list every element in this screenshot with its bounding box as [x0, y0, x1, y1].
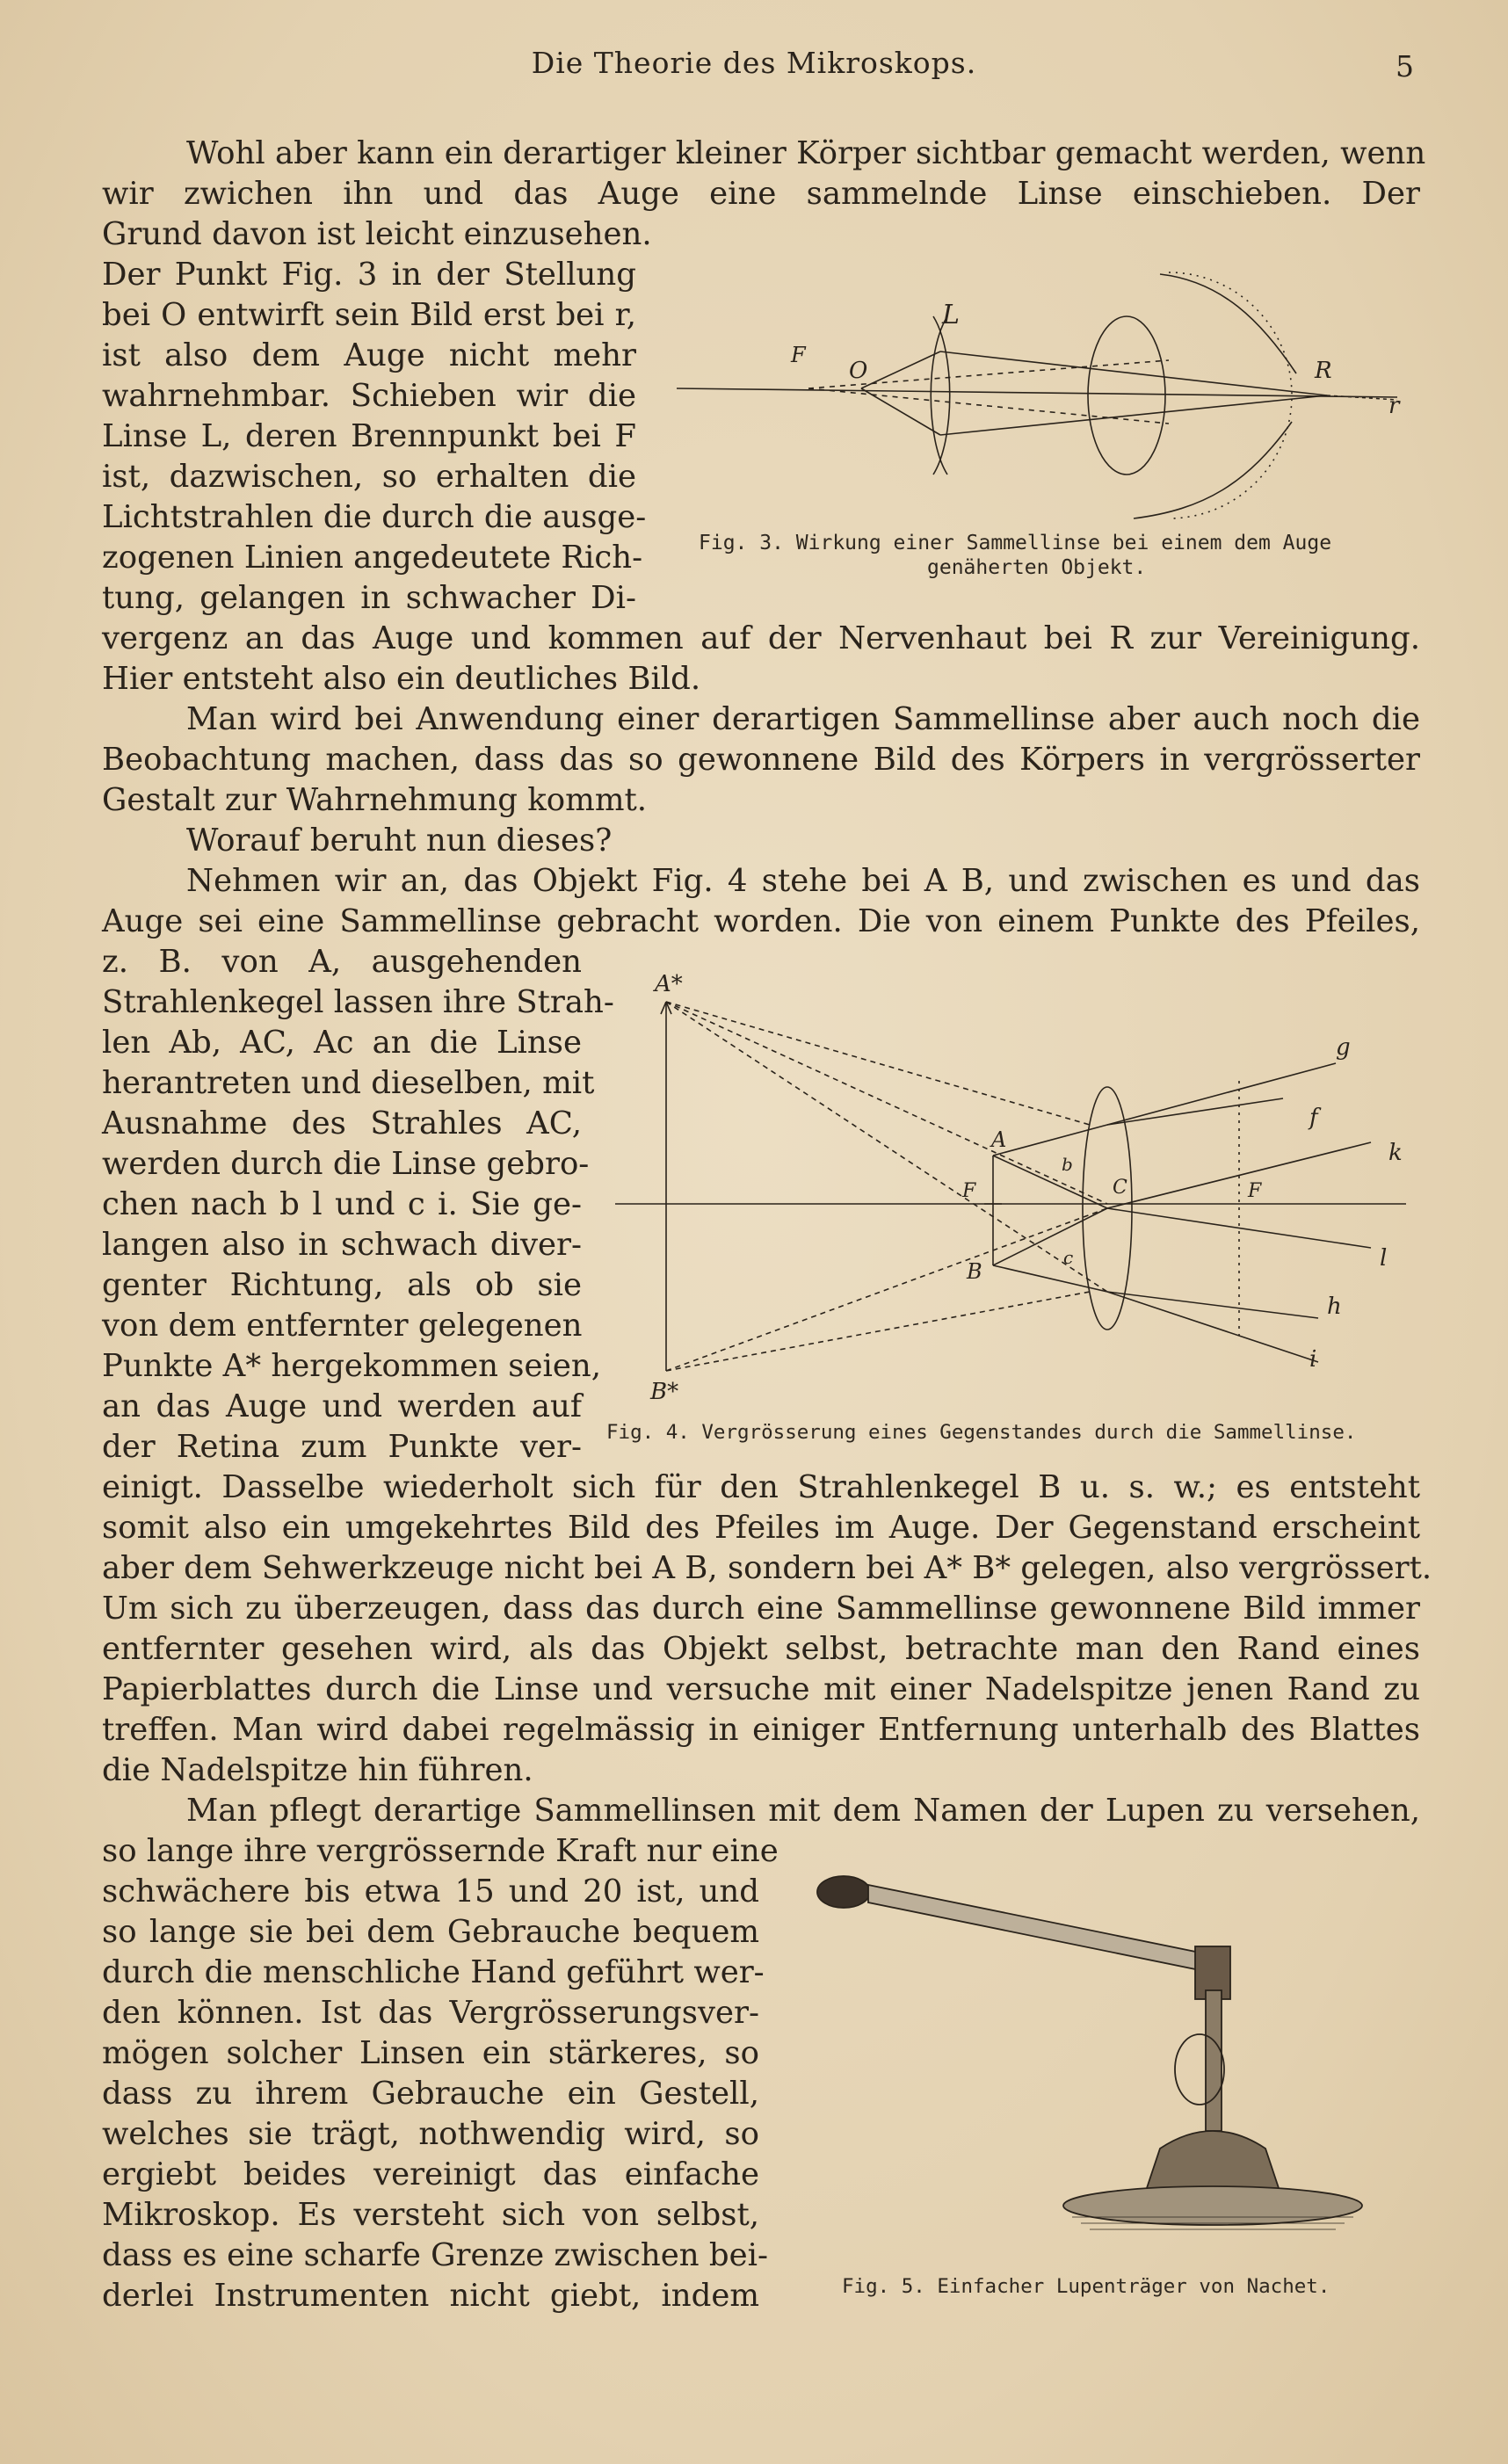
- text-line: wir zwichen ihn und das Auge eine sammelnde Linse einschieben. Der: [102, 176, 1420, 212]
- text-line: Ausnahme des Strahles AC,: [102, 1105, 582, 1141]
- paragraph-4-narrow: [102, 942, 614, 1468]
- label-l: l: [1380, 1245, 1388, 1272]
- text-line: Worauf beruht nun dieses?: [186, 823, 613, 859]
- label-O: O: [849, 358, 868, 384]
- text-line: Hier entsteht also ein deutliches Bild.: [102, 661, 701, 697]
- caption-line: genäherten Objekt.: [927, 556, 1147, 579]
- label-C: C: [1113, 1177, 1127, 1199]
- text-line: ist also dem Auge nicht mehr: [102, 337, 636, 373]
- text-line: Man pflegt derartige Sammellinsen mit dem Namen der Lupen zu versehen,: [186, 1793, 1420, 1829]
- text-line: Beobachtung machen, dass das so gewonnene Bild des Körpers in vergrösserter: [102, 742, 1420, 778]
- magnifier-lens: [817, 1876, 870, 1908]
- figure-3-diagram: [677, 255, 1415, 536]
- text-line: Man wird bei Anwendung einer derartigen Sammellinse aber auch noch die: [186, 701, 1420, 737]
- label-b: b: [1062, 1154, 1073, 1175]
- text-line: ergiebt beides vereinigt das einfache: [102, 2156, 759, 2192]
- text-line: genter Richtung, als ob sie: [102, 1267, 582, 1303]
- text-line: die Nadelspitze hin führen.: [102, 1752, 533, 1788]
- text-line: Punkte A* hergekommen seien,: [102, 1348, 602, 1384]
- text-line: dass es eine scharfe Grenze zwischen bei-: [102, 2237, 769, 2273]
- label-A-star: A*: [655, 971, 683, 997]
- figure-4-diagram: [615, 967, 1415, 1424]
- eye-lens: [1088, 316, 1165, 475]
- text-line: wahrnehmbar. Schieben wir die: [102, 378, 636, 414]
- text-line: zogenen Linien angedeutete Rich-: [102, 540, 643, 576]
- text-line: den können. Ist das Vergrösserungsver-: [102, 1995, 759, 2031]
- text-line: aber dem Sehwerkzeuge nicht bei A B, sondern bei A* B* gelegen, also vergrössert.: [102, 1550, 1432, 1586]
- text-line: mögen solcher Linsen ein stärkeres, so: [102, 2035, 759, 2071]
- base-plate: [1063, 2186, 1362, 2225]
- text-line: derlei Instrumenten nicht giebt, indem: [102, 2278, 759, 2314]
- paragraph-1-full: [102, 134, 1426, 255]
- text-line: Um sich zu überzeugen, dass das durch eine Sammellinse gewonnene Bild immer: [102, 1591, 1420, 1627]
- figure-5-illustration: [808, 1850, 1415, 2263]
- text-line: entfernter gesehen wird, als das Objekt selbst, betrachte man den Rand eines: [102, 1631, 1420, 1667]
- text-line: Wohl aber kann ein derartiger kleiner Körper sichtbar gemacht werden, wenn: [186, 135, 1426, 171]
- text-line: Nehmen wir an, das Objekt Fig. 4 stehe bei A B, und zwischen es und das: [186, 863, 1420, 899]
- eye-curve: [1134, 422, 1292, 518]
- text-line: vergenz an das Auge und kommen auf der Nervenhaut bei R zur Vereinigung.: [102, 620, 1420, 656]
- paragraph-1-narrow: [102, 255, 647, 619]
- caption-line: Fig. 3. Wirkung einer Sammellinse bei einem dem Auge: [699, 532, 1332, 554]
- label-B-star: B*: [650, 1379, 679, 1405]
- label-f: f: [1309, 1105, 1318, 1131]
- text-line: der Retina zum Punkte ver-: [102, 1429, 582, 1465]
- label-A: A: [991, 1127, 1007, 1152]
- text-line: z. B. von A, ausgehenden: [102, 944, 582, 980]
- text-line: langen also in schwach diver-: [102, 1227, 582, 1263]
- label-B: B: [967, 1259, 982, 1284]
- text-line: chen nach b l und c i. Sie ge-: [102, 1186, 582, 1222]
- text-line: Mikroskop. Es versteht sich von selbst,: [102, 2197, 759, 2233]
- text-line: ist, dazwischen, so erhalten die: [102, 459, 636, 495]
- paragraph-5-narrow: [102, 1831, 779, 2316]
- label-L: L: [942, 300, 960, 330]
- text-line: Auge sei eine Sammellinse gebracht worden. Die von einem Punkte des Pfeiles,: [102, 903, 1420, 939]
- text-line: Grund davon ist leicht einzusehen.: [102, 216, 652, 252]
- page-number: 5: [1396, 49, 1414, 83]
- label-g: g: [1336, 1034, 1351, 1061]
- eye-curve: [1160, 274, 1296, 373]
- text-line: bei O entwirft sein Bild erst bei r,: [102, 297, 636, 333]
- text-line: tung, gelangen in schwacher Di-: [102, 580, 636, 616]
- text-line: Der Punkt Fig. 3 in der Stellung: [102, 257, 636, 293]
- text-line: len Ab, AC, Ac an die Linse: [102, 1025, 582, 1061]
- text-line: Gestalt zur Wahrnehmung kommt.: [102, 782, 648, 818]
- figure-3-caption: [699, 531, 1402, 580]
- text-line: einigt. Dasselbe wiederholt sich für den Strahlenkegel B u. s. w.; es entsteht: [102, 1469, 1420, 1505]
- text-line: dass zu ihrem Gebrauche ein Gestell,: [102, 2076, 759, 2112]
- paragraph-1-tail: [102, 619, 1420, 942]
- text-line: von dem entfernter gelegenen: [102, 1308, 583, 1344]
- text-line: werden durch die Linse gebro-: [102, 1146, 590, 1182]
- text-line: Lichtstrahlen die durch die ausge-: [102, 499, 647, 535]
- label-r: r: [1388, 393, 1400, 419]
- label-F-left: F: [962, 1180, 976, 1202]
- label-F: F: [791, 343, 806, 367]
- label-h: h: [1327, 1294, 1342, 1320]
- upright-column: [1206, 1990, 1222, 2131]
- text-line: durch die menschliche Hand geführt wer-: [102, 1954, 765, 1990]
- label-F-right: F: [1248, 1180, 1262, 1202]
- text-line: so lange sie bei dem Gebrauche bequem: [102, 1914, 759, 1950]
- running-title: Die Theorie des Mikroskops.: [531, 46, 977, 80]
- label-k: k: [1388, 1140, 1403, 1166]
- label-R: R: [1315, 358, 1332, 384]
- text-line: welches sie trägt, nothwendig wird, so: [102, 2116, 759, 2152]
- figure-5-caption: Fig. 5. Einfacher Lupenträger von Nachet.: [842, 2275, 1330, 2298]
- text-line: schwächere bis etwa 15 und 20 ist, und: [102, 1873, 759, 1910]
- collecting-lens: [931, 316, 947, 475]
- text-line: Linse L, deren Brennpunkt bei F: [102, 418, 636, 454]
- text-line: herantreten und dieselben, mit: [102, 1065, 595, 1101]
- lens-arm: [868, 1885, 1213, 1973]
- text-line: treffen. Man wird dabei regelmässig in einiger Entfernung unterhalb des Blattes: [102, 1712, 1420, 1748]
- label-c: c: [1063, 1247, 1074, 1268]
- figure-4-caption: Fig. 4. Vergrösserung eines Gegenstandes durch die Sammellinse.: [606, 1421, 1357, 1444]
- optical-axis: [677, 388, 1397, 397]
- label-i: i: [1309, 1346, 1317, 1373]
- text-line: so lange ihre vergrössernde Kraft nur eine: [102, 1833, 779, 1869]
- paragraph-4-tail: [102, 1468, 1432, 1831]
- text-line: an das Auge und werden auf: [102, 1388, 582, 1424]
- text-line: somit also ein umgekehrtes Bild des Pfeiles im Auge. Der Gegenstand erscheint: [102, 1510, 1420, 1546]
- text-line: Papierblattes durch die Linse und versuche mit einer Nadelspitze jenen Rand zu: [102, 1671, 1420, 1707]
- collecting-lens: [933, 316, 950, 475]
- text-line: Strahlenkegel lassen ihre Strah-: [102, 984, 614, 1020]
